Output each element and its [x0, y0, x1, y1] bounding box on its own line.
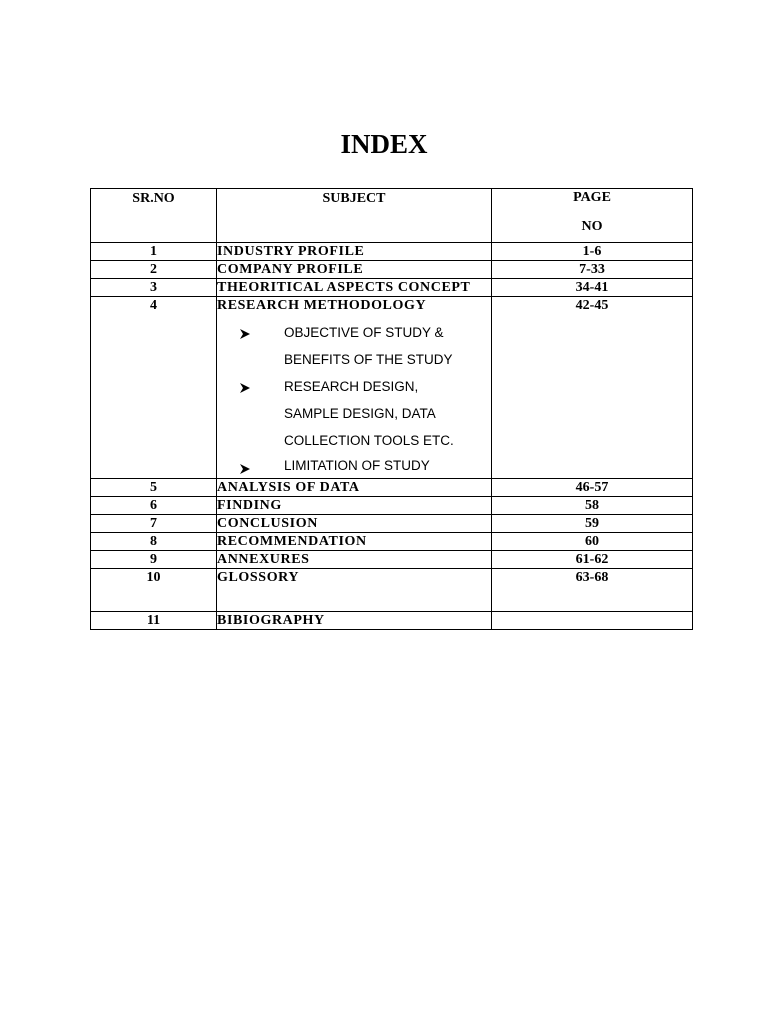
table-row [91, 569, 693, 612]
row-subject: ANALYSIS OF DATA [217, 479, 492, 497]
row-srno: 7 [91, 515, 217, 533]
table-row [91, 533, 693, 551]
list-item [217, 454, 491, 478]
index-table [90, 188, 693, 630]
row-subject: FINDING [217, 497, 492, 515]
row-srno: 3 [91, 279, 217, 297]
row-subject: COMPANY PROFILE [217, 261, 492, 279]
table-row [91, 479, 693, 497]
row-srno: 6 [91, 497, 217, 515]
header-srno: SR.NO [91, 189, 217, 243]
row-srno: 2 [91, 261, 217, 279]
row-srno: 1 [91, 243, 217, 261]
table-row [91, 261, 693, 279]
row-subject [217, 297, 492, 479]
row-page: 42-45 [492, 297, 693, 479]
list-item [217, 373, 491, 454]
subtopic-line: OBJECTIVE OF STUDY & [284, 325, 444, 340]
table-row [91, 297, 693, 479]
table-row [91, 279, 693, 297]
header-page [492, 189, 693, 243]
subtopic-line: COLLECTION TOOLS ETC. [284, 433, 454, 448]
row-page: 34-41 [492, 279, 693, 297]
row-srno: 4 [91, 297, 217, 479]
table-row [91, 551, 693, 569]
subtopic-line: LIMITATION OF STUDY [284, 458, 430, 473]
list-item [217, 319, 491, 373]
row-subject: BIBIOGRAPHY [217, 612, 492, 630]
row-srno: 10 [91, 569, 217, 612]
header-subject: SUBJECT [217, 189, 492, 243]
table-row [91, 612, 693, 630]
table-row [91, 243, 693, 261]
table-header-row [91, 189, 693, 243]
table-row [91, 515, 693, 533]
header-page-line1: PAGE [573, 190, 611, 205]
header-page-line2: NO [581, 219, 603, 234]
arrowhead-bullet-icon [239, 319, 251, 346]
row-page: 59 [492, 515, 693, 533]
subtopic-line: BENEFITS OF THE STUDY [284, 352, 453, 367]
row-page: 60 [492, 533, 693, 551]
row-srno: 5 [91, 479, 217, 497]
row-page: 61-62 [492, 551, 693, 569]
row-subject: THEORITICAL ASPECTS CONCEPT [217, 279, 492, 297]
row-subject: RECOMMENDATION [217, 533, 492, 551]
row-srno: 9 [91, 551, 217, 569]
row-subject: ANNEXURES [217, 551, 492, 569]
row-srno: 8 [91, 533, 217, 551]
subtopic-line: RESEARCH DESIGN, [284, 379, 419, 394]
row-page: 7-33 [492, 261, 693, 279]
row-subject: GLOSSORY [217, 569, 492, 612]
arrowhead-bullet-icon [239, 454, 251, 479]
row-subject-label: RESEARCH METHODOLOGY [217, 298, 427, 313]
row-page [492, 612, 693, 630]
subtopic-line: SAMPLE DESIGN, DATA [284, 406, 436, 421]
row-page: 46-57 [492, 479, 693, 497]
row-page: 63-68 [492, 569, 693, 612]
arrowhead-bullet-icon [239, 373, 251, 400]
subtopic-list [217, 319, 491, 478]
table-row [91, 497, 693, 515]
row-page: 58 [492, 497, 693, 515]
row-subject: INDUSTRY PROFILE [217, 243, 492, 261]
row-subject: CONCLUSION [217, 515, 492, 533]
page-title: INDEX [340, 129, 428, 159]
row-srno: 11 [91, 612, 217, 630]
row-page: 1-6 [492, 243, 693, 261]
